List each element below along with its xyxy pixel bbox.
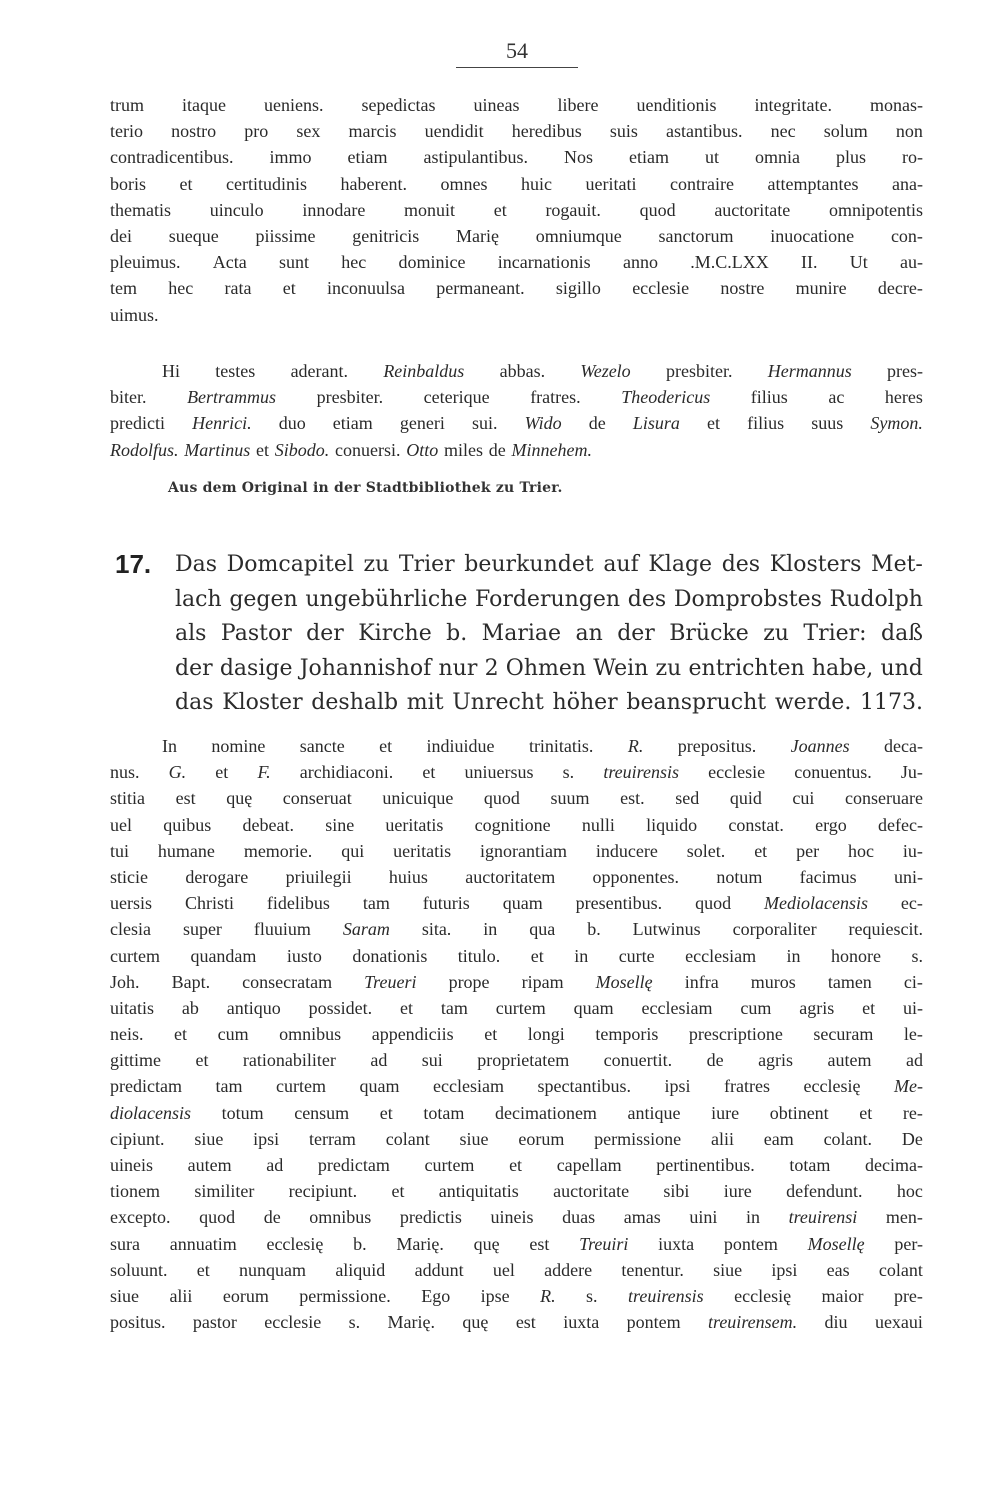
text-line: das Kloster deshalb mit Unrecht höher beansprucht werde. 1173. — [175, 690, 923, 715]
text-line: In nomine sancte et indiuidue trinitatis. R. prepositus. Joannes deca- — [162, 736, 923, 756]
text-line: terio nostro pro sex marcis uendidit heredibus suis astantibus. nec solum non — [110, 121, 923, 142]
document-number: 17. — [115, 549, 152, 579]
text-line: Das Domcapitel zu Trier beurkundet auf Klage des Klosters Met- — [175, 552, 923, 577]
page-number-rule — [456, 67, 578, 68]
text-line: gittime et rationabiliter ad sui proprietatem conuertit. de agris autem ad — [110, 1050, 923, 1071]
text-line: soluunt. et nunquam aliquid addunt uel addere tenentur. siue ipsi eas colant — [110, 1259, 923, 1280]
text-line: uimus. — [110, 304, 159, 325]
text-line: dei sueque piissime genitricis Marię omniumque sanctorum inuocatione con- — [110, 225, 923, 246]
text-line: Joh. Bapt. consecratam Treueri prope ripam Mosellę infra muros tamen ci- — [110, 971, 923, 992]
text-line: positus. pastor ecclesie s. Marię. quę est iuxta pontem treuirensem. diu uexaui — [110, 1312, 923, 1333]
text-line: lach gegen ungebührliche Forderungen des Domprobstes Rudolph — [175, 586, 923, 612]
text-line: tem hec rata et inconuulsa permaneant. sigillo ecclesie nostre munire decre- — [110, 278, 923, 299]
text-line: nus. G. et F. archidiaconi. et uniuersus s. treuirensis ecclesie conuentus. Ju- — [110, 762, 923, 783]
text-line: excepto. quod de omnibus predictis uineis duas amas uini in treuirensi men- — [110, 1207, 923, 1228]
text-line: clesia super fluuium Saram sita. in qua b. Lutwinus corporaliter requiescit. — [110, 919, 923, 940]
text-line: diolacensis totum censum et totam decimationem antique iure obtinent et re- — [110, 1102, 923, 1123]
text-line: curtem quandam iusto donationis titulo. et in curte ecclesiam in honore s. — [110, 945, 923, 966]
text-line: boris et certitudinis haberent. omnes huic ueritati contraire attemptantes ana- — [110, 173, 923, 194]
text-line: uineis autem ad predictam curtem et capellam pertinentibus. totam decima- — [110, 1155, 923, 1175]
text-line: uitatis ab antiquo possidet. et tam curtem quam ecclesiam cum agris et ui- — [110, 997, 923, 1018]
text-line: sticie derogare priuilegii huius auctoritatem opponentes. notum facimus uni- — [110, 866, 923, 887]
text-line: stitia est quę conseruat unicuique quod suum est. sed quid cui conseruare — [110, 788, 923, 809]
text-line: neis. et cum omnibus appendiciis et longi temporis prescriptione securam le- — [110, 1024, 923, 1045]
text-line: pleuimus. Acta sunt hec dominice incarnationis anno .M.C.LXX II. Ut au- — [110, 252, 923, 273]
text-line: Hi testes aderant. Reinbaldus abbas. Wezelo presbiter. Hermannus pres- — [162, 361, 923, 381]
page-number: 54 — [506, 38, 528, 63]
document-regest — [175, 548, 923, 721]
text-line: tionem similiter recipiunt. et antiquitatis auctoritate sibi iure defendunt. hoc — [110, 1181, 923, 1202]
text-line: predictam tam curtem quam ecclesiam spectantibus. ipsi fratres ecclesię Me- — [110, 1076, 923, 1097]
text-line: predicti Henrici. duo etiam generi sui. Wido de Lisura et filius suus Symon. — [110, 413, 923, 434]
document-body — [110, 733, 923, 1335]
source-note: Aus dem Original in der Stadtbibliothek zu Trier. — [168, 480, 563, 496]
text-line: trum itaque ueniens. sepedictas uineas libere uenditionis integritate. monas- — [110, 95, 923, 115]
text-line: cipiunt. siue ipsi terram colant siue eorum permissione alii eam colant. De — [110, 1128, 923, 1149]
text-line: der dasige Johannishof nur 2 Ohmen Wein zu entrichten habe, und — [175, 655, 923, 681]
text-line: tui humane memorie. qui ueritatis ignorantiam inducere solet. et per hoc iu- — [110, 840, 923, 861]
text-line: Rodolfus. Martinus et Sibodo. conuersi. Otto miles de Minnehem. — [110, 439, 593, 460]
text-line: sura annuatim ecclesię b. Marię. quę est Treuiri iuxta pontem Mosellę per- — [110, 1233, 923, 1254]
text-line: siue alii eorum permissione. Ego ipse R. s. treuirensis ecclesię maior pre- — [110, 1285, 923, 1306]
text-line: thematis uinculo innodare monuit et rogauit. quod auctoritate omnipotentis — [110, 199, 923, 220]
continuation-paragraph — [110, 92, 923, 328]
text-line: contradicentibus. immo etiam astipulantibus. Nos etiam ut omnia plus ro- — [110, 147, 923, 168]
text-line: uel quibus debeat. sine ueritatis cognitione nulli liquido constat. ergo defec- — [110, 814, 923, 835]
text-line: uersis Christi fidelibus tam futuris quam presentibus. quod Mediolacensis ec- — [110, 893, 923, 914]
witnesses-paragraph — [110, 358, 923, 463]
text-line: biter. Bertrammus presbiter. ceterique fratres. Theodericus filius ac heres — [110, 387, 923, 408]
text-line: als Pastor der Kirche b. Mariae an der Brücke zu Trier: daß — [175, 621, 923, 646]
